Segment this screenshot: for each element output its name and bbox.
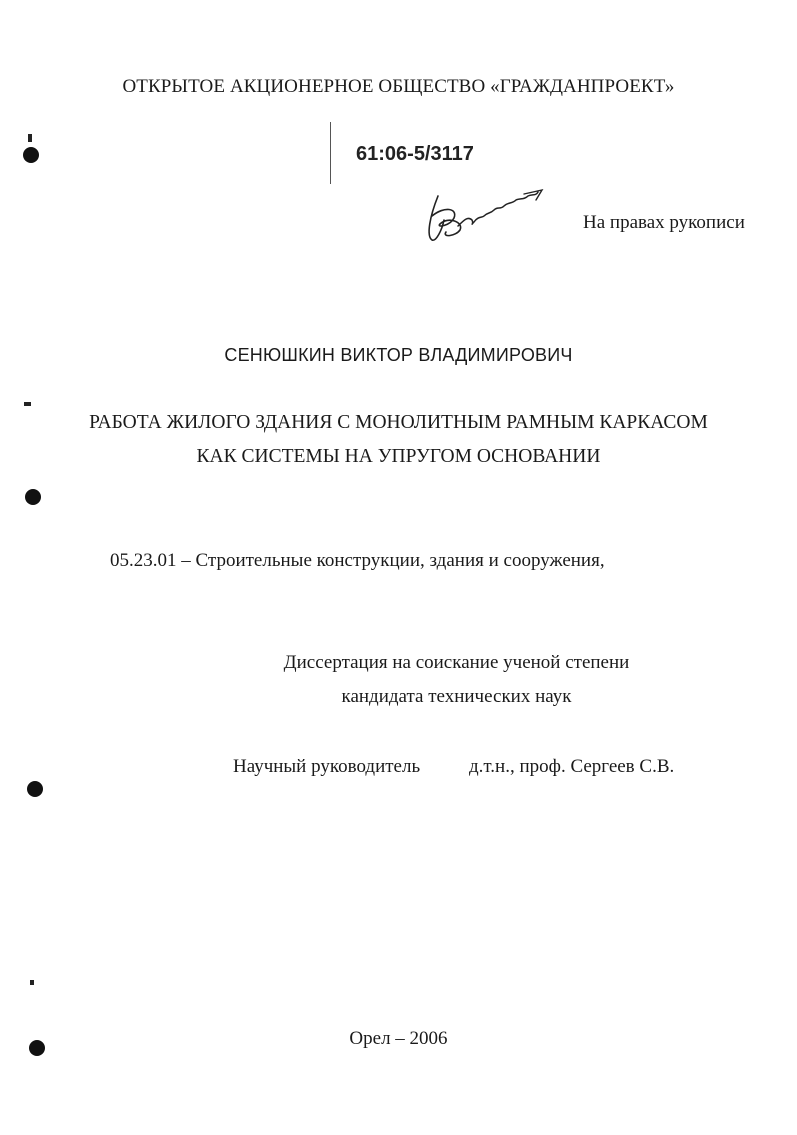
city-year: Орел – 2006 (349, 1028, 448, 1049)
scan-speck (24, 402, 31, 406)
specialty-code: 05.23.01 – Строительные конструкции, здания и сооружения, (110, 550, 605, 571)
advisor-name: д.т.н., проф. Сергеев С.В. (469, 756, 675, 777)
binder-hole (23, 147, 39, 163)
author-name: СЕНЮШКИН ВИКТОР ВЛАДИМИРОВИЧ (224, 345, 573, 365)
advisor-label: Научный руководитель (233, 756, 421, 777)
binder-hole (25, 489, 41, 505)
thesis-title-line-2: КАК СИСТЕМЫ НА УПРУГОМ ОСНОВАНИИ (196, 446, 601, 467)
stamp-divider (330, 122, 331, 184)
scan-speck (28, 134, 32, 142)
degree-statement-line-2: кандидата технических наук (341, 686, 572, 707)
thesis-title-line-1: РАБОТА ЖИЛОГО ЗДАНИЯ С МОНОЛИТНЫМ РАМНЫМ КАРКАСОМ (89, 412, 708, 433)
manuscript-rights: На правах рукописи (583, 212, 745, 233)
binder-hole (27, 781, 43, 797)
catalog-code: 61:06-5/3117 (356, 143, 474, 165)
organization-header: ОТКРЫТОЕ АКЦИОНЕРНОЕ ОБЩЕСТВО «ГРАЖДАНПРОЕКТ» (122, 76, 675, 97)
scan-speck (30, 980, 34, 985)
handwritten-signature (424, 186, 552, 246)
degree-statement-line-1: Диссертация на соискание ученой степени (283, 652, 630, 673)
